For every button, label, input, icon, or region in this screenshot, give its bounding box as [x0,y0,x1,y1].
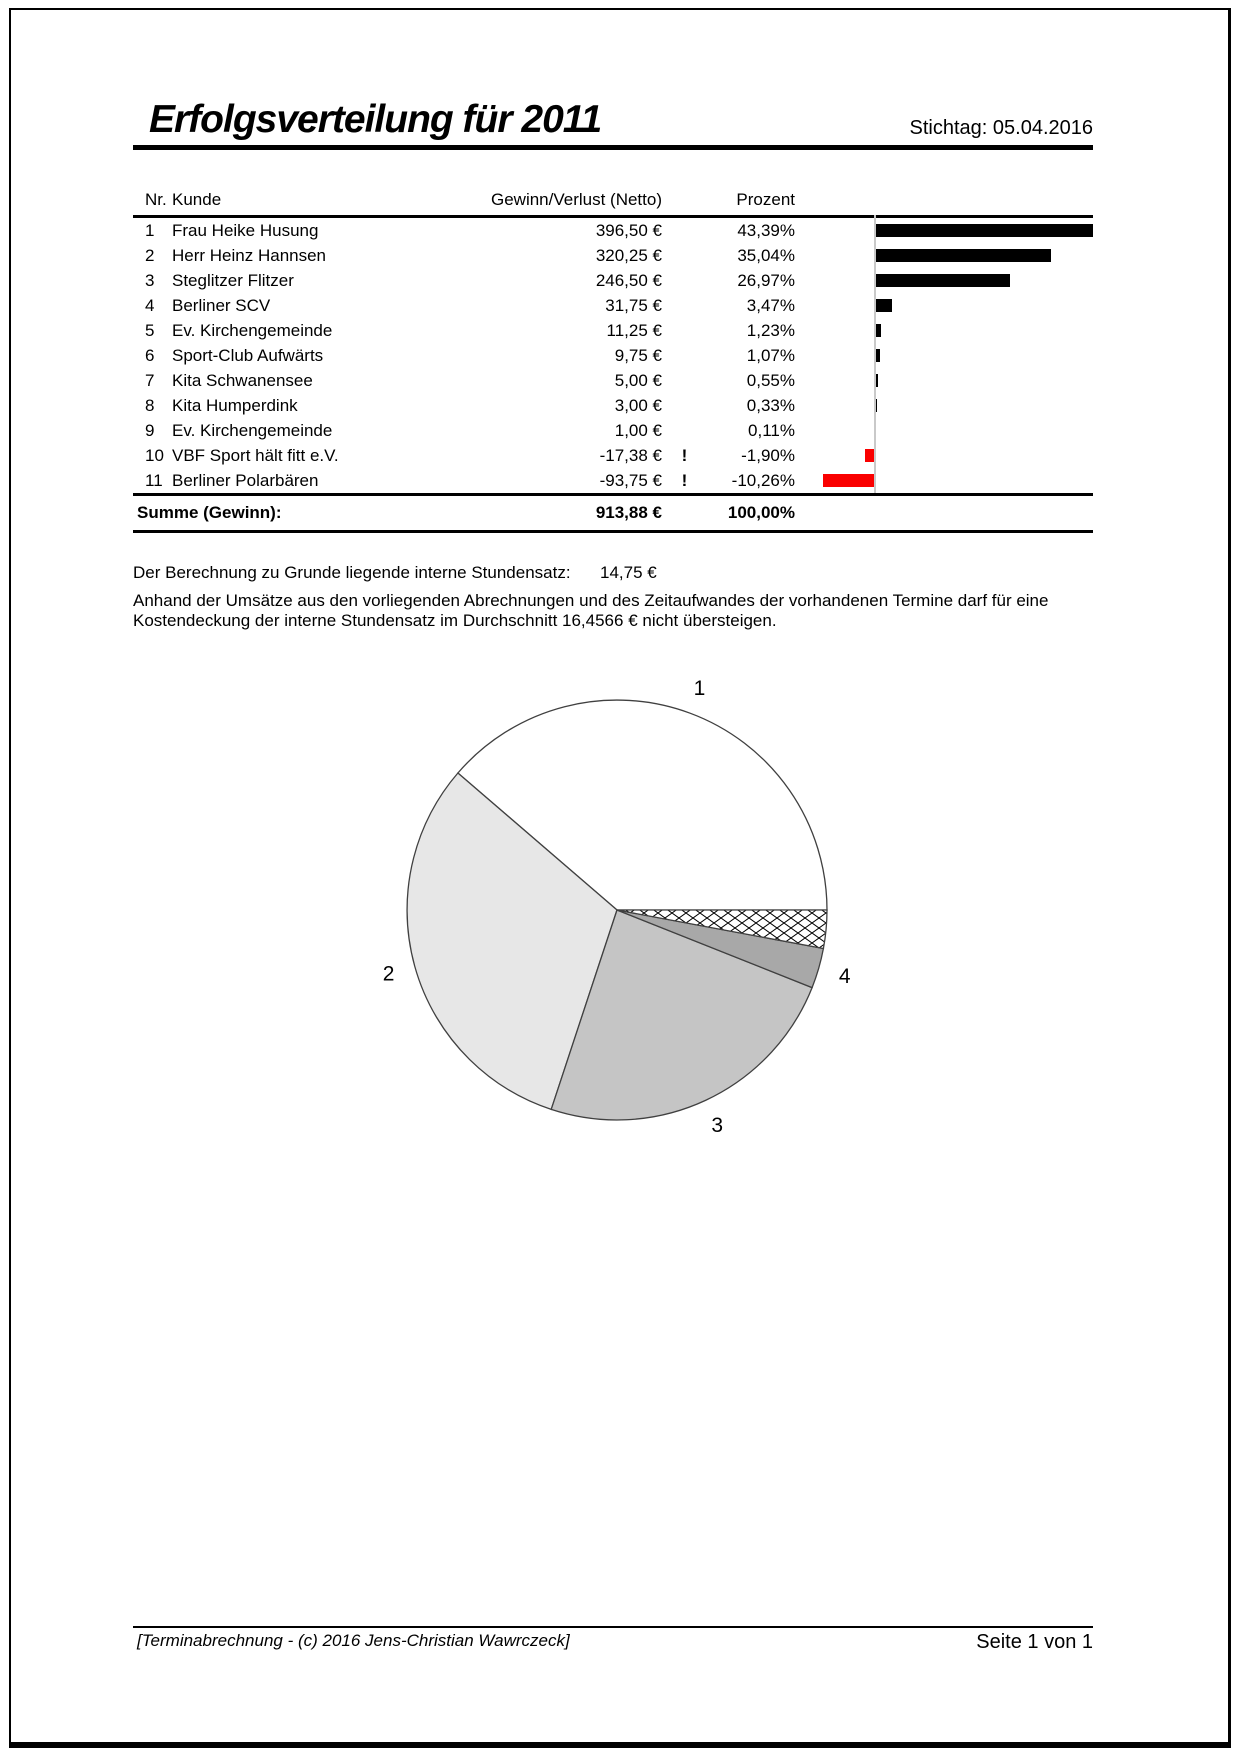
row-kunde: Berliner SCV [172,296,271,315]
row-prozent: 1,23% [746,321,795,340]
row-warning-mark [662,418,707,443]
pie-slice-label-2: 2 [382,962,395,986]
row-kunde: Frau Heike Husung [172,221,319,240]
row-nr: 2 [145,246,155,265]
row-prozent: 1,07% [746,346,795,365]
row-gewinn: 1,00 € [614,421,662,440]
row-prozent: 0,33% [746,396,795,415]
row-bar-cell [795,418,1093,443]
row-gewinn: 9,75 € [614,346,662,365]
row-prozent: 26,97% [737,271,795,290]
page-footer [133,1626,1093,1654]
summary-label: Summe (Gewinn): [137,503,282,522]
table-row [133,418,1093,443]
pie-slice-label-1: 1 [693,677,706,701]
row-warning-mark [662,218,707,243]
row-bar-cell [795,368,1093,393]
row-gewinn: 11,25 € [606,321,662,340]
table-row [133,443,1093,468]
row-nr: 11 [145,471,163,490]
percent-bar-positive [875,249,1051,262]
table-row [133,393,1093,418]
row-gewinn: 320,25 € [595,246,662,265]
row-nr: 3 [145,271,155,290]
row-prozent: 43,39% [737,221,795,240]
col-header-kunde: Kunde [172,190,222,209]
row-gewinn: -17,38 € [599,446,662,465]
footer-page-number: Seite 1 von 1 [976,1631,1093,1653]
results-table [133,170,1093,533]
row-nr: 8 [145,396,155,415]
summary-gewinn: 913,88 € [595,503,662,522]
row-bar-cell [795,393,1093,418]
row-kunde: Kita Schwanensee [172,371,313,390]
col-header-gewinn: Gewinn/Verlust (Netto) [490,190,662,209]
table-row [133,318,1093,343]
row-bar-cell [795,343,1093,368]
row-prozent: 35,04% [737,246,795,265]
row-bar-cell [795,318,1093,343]
row-nr: 6 [145,346,155,365]
row-gewinn: 396,50 € [595,221,662,240]
page-title: Erfolgsverteilung für 2011 [149,98,602,141]
row-warning-mark [662,293,707,318]
table-row [133,293,1093,318]
pie-chart [357,658,882,1148]
row-kunde: Sport-Club Aufwärts [172,346,324,365]
footer-copyright: [Terminabrechnung - (c) 2016 Jens-Christian Wawrczeck] [137,1631,570,1650]
row-kunde: Steglitzer Flitzer [172,271,294,290]
table-rows [133,218,1093,496]
stundensatz-value: 14,75 € [600,563,657,582]
explanation-paragraph: Anhand der Umsätze aus den vorliegenden Abrechnungen und des Zeitaufwandes der vorhandenen Termine darf für eine Kostendeckung der interne Stundensatz im Durchschnitt 16,4566 € nicht übersteigen. [133,591,1049,630]
pie-slice-label-3: 3 [711,1114,724,1138]
bar-chart-zero-axis [874,215,876,493]
row-warning-mark: ! [681,446,688,465]
row-warning-mark [662,393,707,418]
row-kunde: VBF Sport hält fitt e.V. [172,446,339,465]
table-row [133,218,1093,243]
row-kunde: Berliner Polarbären [172,471,319,490]
row-prozent: 3,47% [746,296,795,315]
table-row [133,343,1093,368]
col-header-prozent: Prozent [736,190,795,209]
table-row [133,468,1093,493]
row-warning-mark [662,343,707,368]
row-bar-cell [795,243,1093,268]
row-nr: 7 [145,371,155,390]
row-prozent: 0,11% [748,421,795,440]
row-gewinn: 3,00 € [614,396,662,415]
row-nr: 4 [145,296,155,315]
stundensatz-line [133,563,1093,583]
row-warning-mark [662,368,707,393]
row-nr: 9 [145,421,155,440]
row-gewinn: 5,00 € [614,371,662,390]
row-warning-mark [662,318,707,343]
report-date: Stichtag: 05.04.2016 [909,117,1093,139]
table-row [133,268,1093,293]
table-row [133,243,1093,268]
row-prozent: 0,55% [746,371,795,390]
row-warning-mark [662,243,707,268]
report-header [133,84,1093,150]
row-prozent: -10,26% [731,471,795,490]
row-kunde: Ev. Kirchengemeinde [172,321,333,340]
col-header-nr: Nr. [145,190,167,209]
row-kunde: Kita Humperdink [172,396,298,415]
summary-prozent: 100,00% [727,503,795,522]
percent-bar-positive [875,274,1010,287]
row-bar-cell [795,443,1093,468]
row-warning-mark [662,268,707,293]
row-gewinn: 31,75 € [605,296,662,315]
row-bar-cell [795,293,1093,318]
row-prozent: -1,90% [741,446,795,465]
row-nr: 10 [145,446,164,465]
row-gewinn: 246,50 € [595,271,662,290]
stundensatz-label: Der Berechnung zu Grunde liegende interne Stundensatz: [133,563,571,582]
row-bar-cell [795,218,1093,243]
table-summary-row [133,496,1093,533]
pie-slices [407,700,827,1120]
row-nr: 1 [145,221,155,240]
table-row [133,368,1093,393]
row-bar-cell [795,468,1093,493]
percent-bar-negative [823,474,875,487]
table-header-row [133,170,1093,218]
row-kunde: Herr Heinz Hannsen [172,246,327,265]
row-gewinn: -93,75 € [599,471,662,490]
row-warning-mark: ! [681,471,688,490]
percent-bar-positive [875,224,1093,237]
row-nr: 5 [145,321,155,340]
pie-slice-label-4: 4 [838,965,851,989]
row-bar-cell [795,268,1093,293]
percent-bar-positive [875,299,892,312]
row-kunde: Ev. Kirchengemeinde [172,421,333,440]
